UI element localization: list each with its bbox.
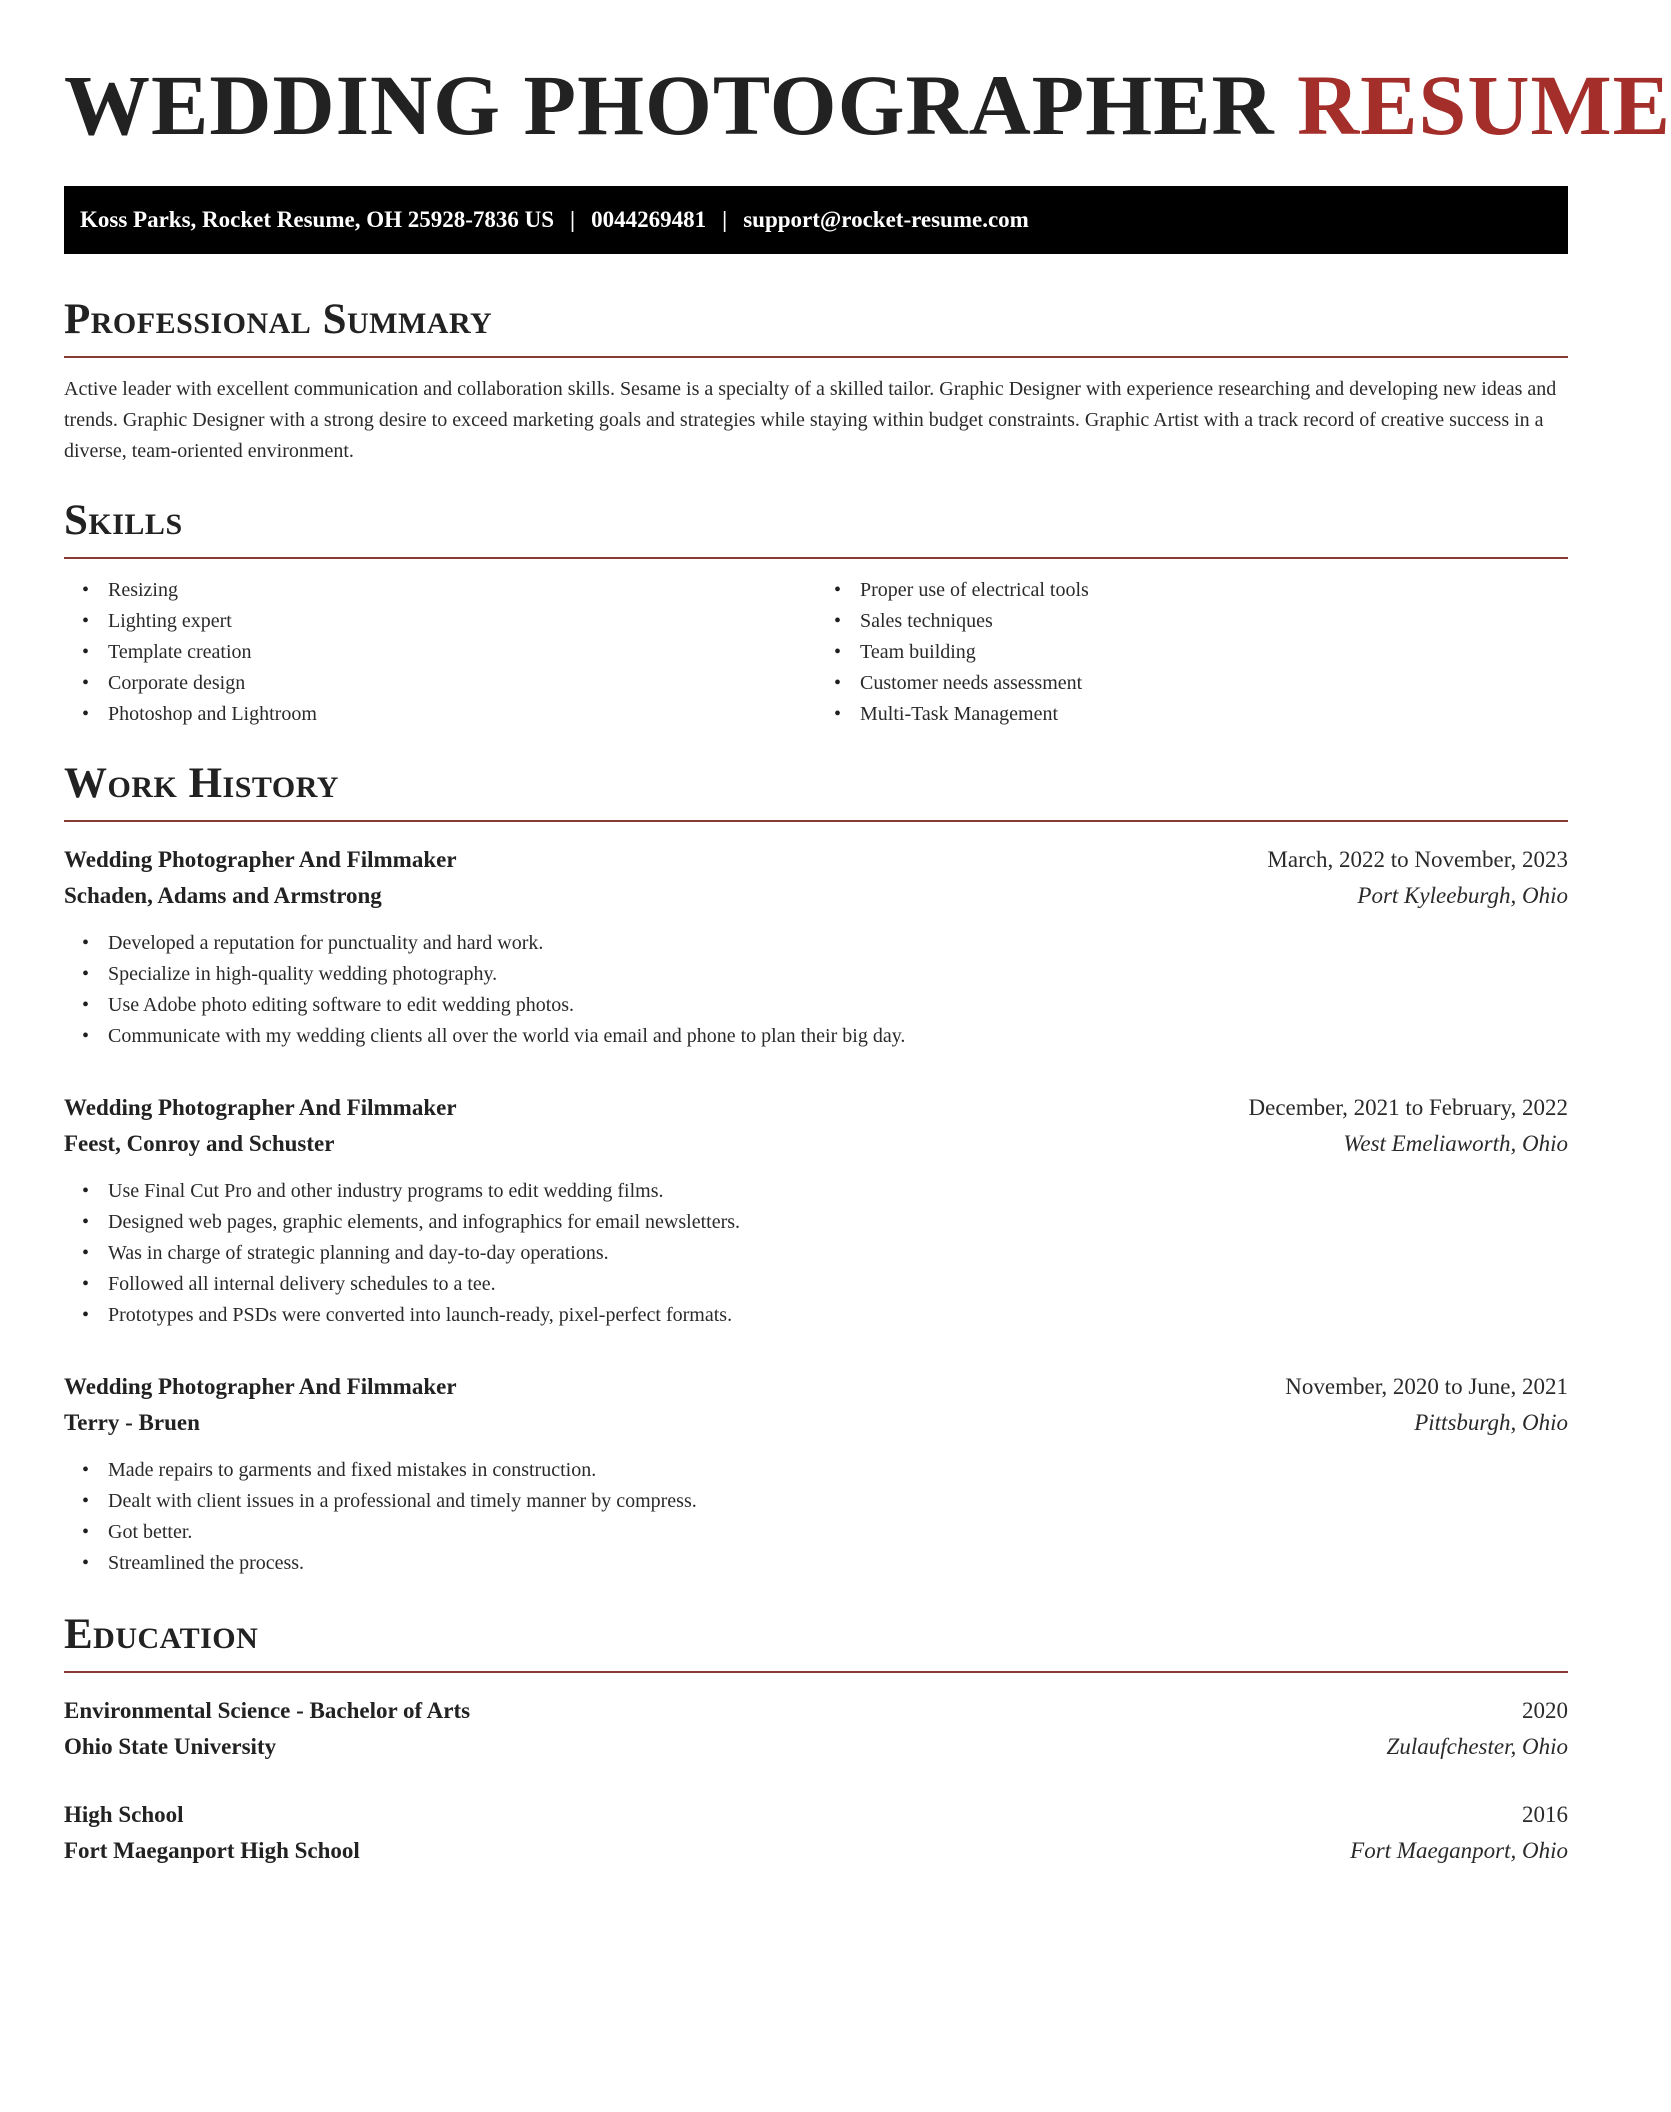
job-location: Pittsburgh, Ohio [1414, 1410, 1568, 1435]
skill-item: • Corporate design [108, 668, 816, 699]
summary-section [64, 294, 1568, 467]
education-degree-row [64, 1693, 1568, 1729]
job-dates: March, 2022 to November, 2023 [1267, 847, 1568, 872]
job-title-row [64, 1369, 1568, 1405]
education-section [64, 1609, 1568, 1869]
education-school-row [64, 1729, 1568, 1765]
skills-heading: Skills [64, 497, 183, 544]
job-dates: December, 2021 to February, 2022 [1248, 1095, 1568, 1120]
job-location: West Emeliaworth, Ohio [1343, 1131, 1568, 1156]
education-school-row [64, 1833, 1568, 1869]
contact-bar [64, 186, 1568, 254]
education-location: Zulaufchester, Ohio [1386, 1734, 1568, 1759]
education-heading: Education [64, 1611, 259, 1658]
education-location: Fort Maeganport, Ohio [1350, 1838, 1568, 1863]
job-company-row [64, 1126, 1568, 1162]
job-bullet: • Made repairs to garments and fixed mistakes in construction. [108, 1455, 1568, 1486]
job-bullet: • Prototypes and PSDs were converted into launch-ready, pixel-perfect formats. [108, 1300, 1568, 1331]
job-company: Schaden, Adams and Armstrong [64, 883, 382, 908]
skill-item: • Proper use of electrical tools [860, 575, 1568, 606]
work-history-section [64, 758, 1568, 1579]
education-degree-row [64, 1797, 1568, 1833]
section-divider [64, 820, 1568, 822]
contact-email[interactable]: support@rocket-resume.com [743, 207, 1029, 232]
job-bullets [64, 1176, 1568, 1331]
skills-columns [64, 575, 1568, 730]
education-degree: Environmental Science - Bachelor of Arts [64, 1698, 471, 1723]
job-bullets [64, 1455, 1568, 1579]
job-bullet: • Followed all internal delivery schedules to a tee. [108, 1269, 1568, 1300]
job-entry [64, 1090, 1568, 1331]
job-bullet: • Streamlined the process. [108, 1548, 1568, 1579]
job-bullet: • Use Adobe photo editing software to edit wedding photos. [108, 990, 1568, 1021]
job-bullet: • Was in charge of strategic planning and day-to-day operations. [108, 1238, 1568, 1269]
education-year: 2020 [1522, 1698, 1568, 1723]
contact-address: Koss Parks, Rocket Resume, OH 25928-7836 US [80, 207, 555, 232]
job-company-row [64, 1405, 1568, 1441]
job-dates: November, 2020 to June, 2021 [1285, 1374, 1568, 1399]
skill-item: • Template creation [108, 637, 816, 668]
job-bullet: • Got better. [108, 1517, 1568, 1548]
contact-separator: | [570, 207, 576, 232]
contact-separator: | [722, 207, 728, 232]
education-year: 2016 [1522, 1802, 1568, 1827]
job-entry [64, 842, 1568, 1052]
job-company-row [64, 878, 1568, 914]
education-school: Fort Maeganport High School [64, 1838, 360, 1863]
job-title: Wedding Photographer And Filmmaker [64, 1374, 457, 1399]
skills-list-right [816, 575, 1568, 730]
section-divider [64, 557, 1568, 559]
education-degree: High School [64, 1802, 184, 1827]
work-history-heading: Work History [64, 760, 339, 807]
skill-item: • Lighting expert [108, 606, 816, 637]
job-company: Terry - Bruen [64, 1410, 200, 1435]
job-bullet: • Designed web pages, graphic elements, and infographics for email newsletters. [108, 1207, 1568, 1238]
job-location: Port Kyleeburgh, Ohio [1357, 883, 1568, 908]
skill-item: • Sales techniques [860, 606, 1568, 637]
skills-list-left [64, 575, 816, 730]
job-company: Feest, Conroy and Schuster [64, 1131, 335, 1156]
skill-item: • Customer needs assessment [860, 668, 1568, 699]
skill-item: • Multi-Task Management [860, 699, 1568, 730]
contact-phone: 0044269481 [591, 207, 707, 232]
skill-item: • Team building [860, 637, 1568, 668]
resume-title [64, 57, 1671, 153]
title-accent: RESUME [1297, 57, 1671, 153]
job-title: Wedding Photographer And Filmmaker [64, 847, 457, 872]
title-main: WEDDING PHOTOGRAPHER [64, 57, 1275, 153]
skills-section [64, 495, 1568, 730]
summary-text: Active leader with excellent communication and collaboration skills. Sesame is a specialty of a skilled tailor. Graphic Designer with experience researching and developing new ideas and trends. Graphic Designer with a strong desire to exceed marketing goals and strategies while staying within budget constraints. Graphic Artist with a track record of creative success in a diverse, team-oriented environment. [64, 378, 1557, 462]
job-title: Wedding Photographer And Filmmaker [64, 1095, 457, 1120]
skill-item: • Resizing [108, 575, 816, 606]
skill-item: • Photoshop and Lightroom [108, 699, 816, 730]
education-entry [64, 1797, 1568, 1869]
job-bullet: • Specialize in high-quality wedding photography. [108, 959, 1568, 990]
summary-heading: Professional Summary [64, 296, 493, 343]
job-title-row [64, 842, 1568, 878]
job-bullets [64, 928, 1568, 1052]
job-bullet: • Communicate with my wedding clients all over the world via email and phone to plan their big day. [108, 1021, 1568, 1052]
job-bullet: • Use Final Cut Pro and other industry programs to edit wedding films. [108, 1176, 1568, 1207]
job-bullet: • Developed a reputation for punctuality and hard work. [108, 928, 1568, 959]
education-entry [64, 1693, 1568, 1765]
section-divider [64, 1671, 1568, 1673]
education-school: Ohio State University [64, 1734, 277, 1759]
job-entry [64, 1369, 1568, 1579]
job-title-row [64, 1090, 1568, 1126]
job-bullet: • Dealt with client issues in a professional and timely manner by compress. [108, 1486, 1568, 1517]
section-divider [64, 356, 1568, 358]
